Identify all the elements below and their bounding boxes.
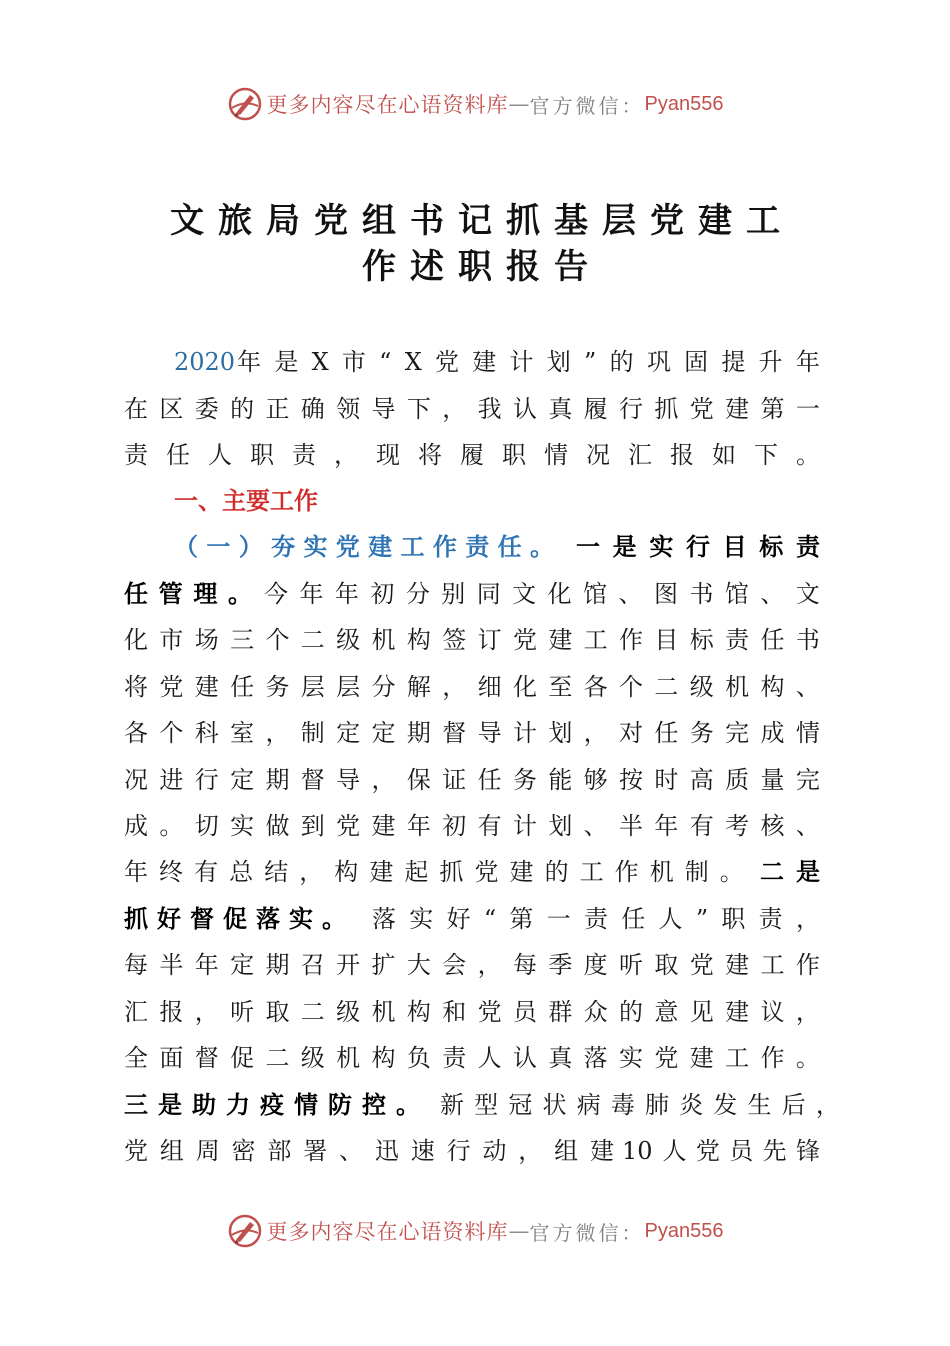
p1-line2: 在 区 委 的 正 确 领 导 下 ， 我 认 真 履 行 抓 党 建 第 一 [124, 395, 820, 423]
banner-dash: — [508, 1219, 530, 1243]
banner-text: 更多内容尽在心语资料库 [266, 93, 509, 117]
bold-phrase-l: 三 是 助 力 疫 情 防 控 。 [124, 1090, 420, 1119]
banner-dash: — [508, 92, 530, 116]
body-line [124, 896, 820, 942]
banner-official-label: 官方微信： [529, 1220, 645, 1245]
body-line [124, 849, 820, 895]
section-heading [174, 478, 820, 524]
footer-banner [0, 1211, 950, 1251]
document-title-line2: 作述职报告 [362, 247, 602, 287]
banner-wechat-id: Pyan556 [644, 1219, 724, 1242]
bold-phrase-a: 任 管 理 。 [124, 579, 252, 608]
body-line [124, 1082, 840, 1128]
paragraph-line [174, 339, 820, 385]
line-m-pre: 党 组 周 密 部 署 、 迅 速 行 动 ， 组 建 [124, 1137, 614, 1165]
banner-text: 更多内容尽在心语资料库 [266, 1220, 509, 1244]
header-banner [0, 84, 950, 124]
line-j: 汇 报 ， 听 取 二 级 机 构 和 党 员 群 众 的 意 见 建 议 ， [124, 998, 820, 1026]
line-k: 全 面 督 促 二 级 机 构 负 责 人 认 真 落 实 党 建 工 作 。 [124, 1044, 820, 1072]
subsection-bold-1: 一 是 实 行 目 标 责 [576, 532, 820, 561]
line-f: 成 。 切 实 做 到 党 建 年 初 有 计 划 、 半 年 有 考 核 、 [124, 812, 820, 840]
line-b: 化 市 场 三 个 二 级 机 构 签 订 党 建 工 作 目 标 责 任 书 [124, 626, 820, 654]
subsection-heading: （ 一 ） 夯 实 党 建 工 作 责 任 。 [174, 532, 554, 561]
p1-line1: 年 是 X 市 “ X 党 建 计 划 ” 的 巩 固 提 升 年 [237, 348, 820, 376]
line-m-post: 人 党 员 先 锋 [662, 1137, 820, 1165]
body-line [124, 1128, 820, 1174]
pen-logo-icon [227, 1213, 263, 1249]
line-m-num: 10 [622, 1137, 653, 1165]
subsection-line [174, 524, 820, 570]
p1-line3: 责 任 人 职 责 ， 现 将 履 职 情 况 汇 报 如 下 。 [124, 441, 820, 469]
bold-phrase-h: 抓 好 督 促 落 实 。 [124, 904, 346, 933]
line-c: 将 党 建 任 务 层 层 分 解 ， 细 化 至 各 个 二 级 机 构 、 [124, 673, 820, 701]
body-line [124, 571, 820, 617]
banner-wechat-id: Pyan556 [644, 92, 724, 115]
section-heading-text: 一、主要工作 [174, 486, 318, 515]
line-l-text: 新 型 冠 状 病 毒 肺 炎 发 生 后 ， [440, 1091, 840, 1119]
line-d: 各 个 科 室 ， 制 定 定 期 督 导 计 划 ， 对 任 务 完 成 情 [124, 719, 820, 747]
document-title-line1: 文旅局党组书记抓基层党建工 [170, 201, 794, 241]
line-i: 每 半 年 定 期 召 开 扩 大 会 ， 每 季 度 听 取 党 建 工 作 [124, 951, 820, 979]
line-h-text: 落 实 好 “ 第 一 责 任 人 ” 职 责 ， [372, 905, 820, 933]
pen-logo-icon [227, 86, 263, 122]
line-e: 况 进 行 定 期 督 导 ， 保 证 任 务 能 够 按 时 高 质 量 完 [124, 766, 820, 794]
year-text: 2020 [174, 348, 236, 376]
bold-phrase-g: 二 是 [760, 857, 820, 886]
banner-official-label: 官方微信： [529, 93, 645, 118]
line-g-text: 年 终 有 总 结 ， 构 建 起 抓 党 建 的 工 作 机 制 。 [124, 858, 744, 886]
line-a-text: 今 年 年 初 分 别 同 文 化 馆 、 图 书 馆 、 文 [264, 580, 820, 608]
